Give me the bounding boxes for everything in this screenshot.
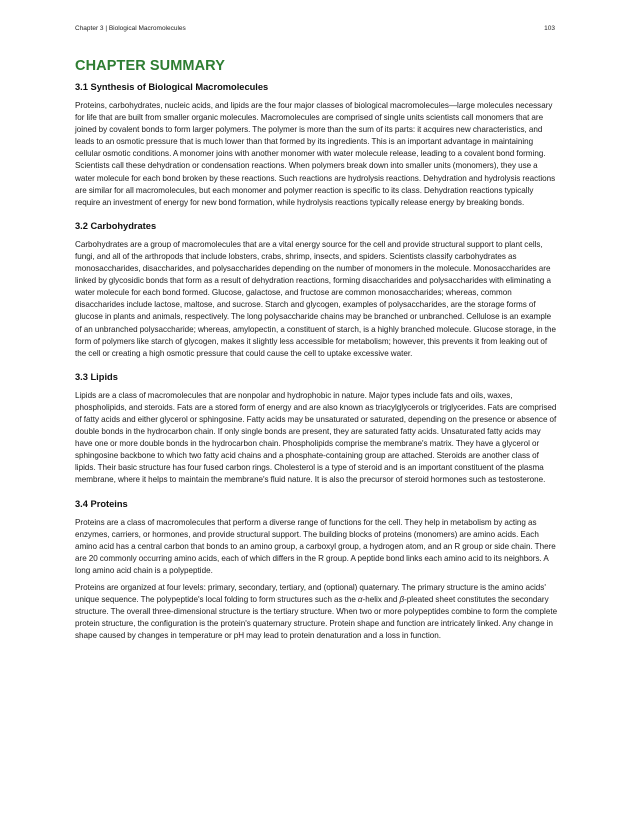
paragraph-text: -helix and xyxy=(362,595,400,605)
section-heading-3-2: 3.2 Carbohydrates xyxy=(75,220,157,231)
paragraph-text: Proteins are organized at four levels: primary, secondary, tertiary, and (optional) quaternary. The primary structure is the amino acids' unique sequence. The polypeptide's local folding to form structures such as the xyxy=(75,583,546,605)
paragraph-text: -pleated sheet constitutes the secondary structure. The overall three-dimensional structure is the tertiary structure. When two or more polypeptides combine to form the complete protein structure, the configuration is the protein's quaternary structure. Protein shape and function are intricately linked. Any change in shape caused by changes in temperature or pH may lead to protein denaturation and a loss in function. xyxy=(75,595,558,641)
chapter-title: Chapter 3 | Biological Macromolecules xyxy=(75,25,186,32)
section-3-2-paragraph: Carbohydrates are a group of macromolecules that are a vital energy source for the cell and provide structural support to plant cells, fungi, and all of the arthropods that include lobsters, crabs, shrimp, insects, and spiders. Scientists classify carbohydrates as monosaccharides, disaccharides, and polysaccharides depending on the number of monomers in the molecule. Monosaccharides are linked by glycosidic bonds that form as a result of dehydration reactions, forming disaccharides and polysaccharides with eliminating a water molecule for each bond formed. Glucose, galactose, and fructose are common monosaccharides; whereas, common disaccharides include lactose, maltose, and sucrose. Starch and glycogen, examples of polysaccharides, are the storage forms of glucose in plants and animals, respectively. The long polysaccharide chains may be branched or unbranched. Cellulose is an example of an unbranched polysaccharide; whereas, amylopectin, a constituent of starch, is a highly branched molecule. Glucose storage, in the form of polymers like starch of glycogen, makes it slightly less accessible for metabolism; however, this prevents it from leaking out of the cell or creating a high osmotic pressure that could cause the cell to uptake excessive water. xyxy=(75,239,556,358)
beta-symbol: β xyxy=(399,595,405,605)
section-3-3-paragraph: Lipids are a class of macromolecules that are nonpolar and hydrophobic in nature. Major types include fats and oils, waxes, phospholipids, and steroids. Fats are a stored form of energy and are also known as triacylglycerols or triglycerides. Fats are comprised of fatty acids and either glycerol or sphingosine. Fatty acids may be unsaturated or saturated, depending on the presence or absence of double bonds in the hydrocarbon chain. If only single bonds are present, they are saturated fatty acids. Unsaturated fatty acids may have one or more double bonds in the hydrocarbon chain. Phospholipids comprise the membrane's matrix. They have a glycerol or sphingosine backbone to which two fatty acid chains and a phosphate-containing group are attached. Steroids are another class of lipids. Their basic structure has four fused carbon rings. Cholesterol is a type of steroid and is an important constituent of the plasma membrane, where it helps to maintain the membrane's fluid nature. It is also the precursor of steroid hormones such as testosterone. xyxy=(75,390,557,485)
page-number: 103 xyxy=(544,25,555,32)
section-heading-3-1: 3.1 Synthesis of Biological Macromolecules xyxy=(75,82,269,92)
section-heading-3-4: 3.4 Proteins xyxy=(75,498,128,509)
section-3-4-paragraph-1: Proteins are a class of macromolecules that perform a diverse range of functions for the cell. They help in metabolism by acting as enzymes, carriers, or hormones, and provide structural support. The building blocks of proteins (monomers) are amino acids. Each amino acid has a central carbon that bonds to an amino group, a carboxyl group, a hydrogen atom, and an R group or side chain. There are 20 commonly occurring amino acids, each of which differs in the R group. A peptide bond links each amino acid to its neighbors. A long amino acid chain is a polypeptide. xyxy=(75,517,556,575)
chapter-summary xyxy=(75,58,558,647)
section-3-4-paragraph-2 xyxy=(75,582,558,642)
alpha-symbol: α xyxy=(357,595,363,605)
running-header xyxy=(75,25,555,37)
section-3-1-paragraph: Proteins, carbohydrates, nucleic acids, and lipids are the four major classes of biological macromolecules—large molecules necessary for life that are built from smaller organic molecules. Macromolecules are comprised of single units scientists call monomers that are joined by covalent bonds to form larger polymers. The polymer is more than the sum of its parts: it acquires new characteristics, and leads to an osmotic pressure that is much lower than that formed by its ingredients. This is an important advantage in maintaining cellular osmotic conditions. A monomer joins with another monomer with water molecule release, leading to a covalent bond forming. Scientists call these dehydration or condensation reactions. When polymers break down into smaller units (monomers), they use a water molecule for each bond broken by these reactions. Such reactions are hydrolysis reactions. Dehydration and hydrolysis reactions are similar for all macromolecules, but each monomer and polymer reaction is specific to its class. Dehydration reactions typically require an investment of energy for new bond formation, while hydrolysis reactions typically release energy by breaking bonds. xyxy=(75,101,556,207)
section-heading-3-3: 3.3 Lipids xyxy=(75,371,118,382)
summary-title: CHAPTER SUMMARY xyxy=(75,58,225,74)
